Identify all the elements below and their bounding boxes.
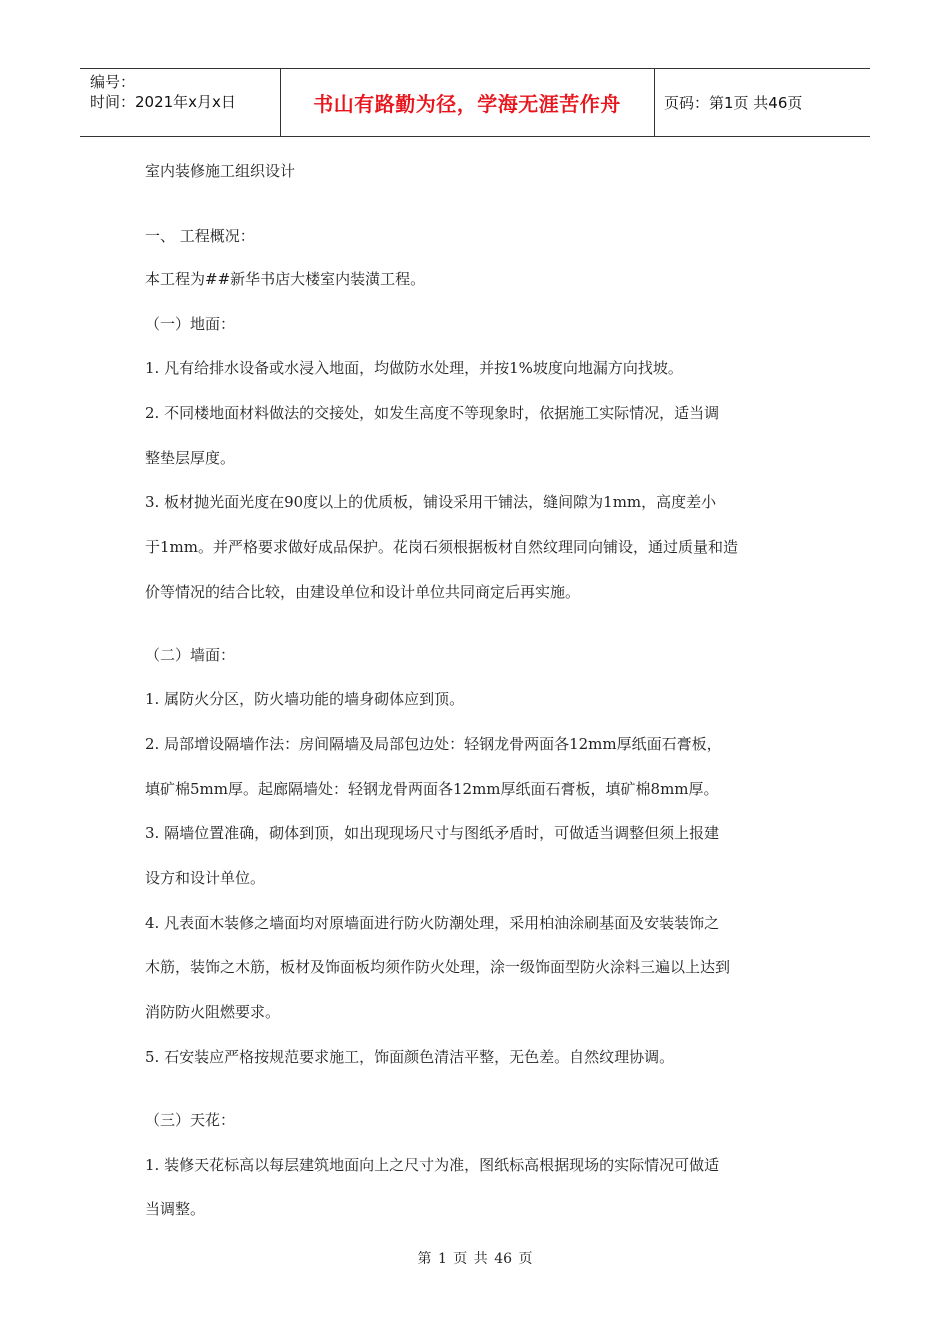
paragraph-line: 5. 石安装应严格按规范要求施工，饰面颜色清洁平整，无色差。自然纹理协调。 bbox=[145, 1048, 675, 1066]
paragraph-line: 于1mm。并严格要求做好成品保护。花岗石须根据板材自然纹理同向铺设，通过质量和造 bbox=[145, 538, 738, 556]
document-title: 室内装修施工组织设计 bbox=[145, 162, 296, 180]
paragraph-line: 1. 属防火分区，防火墙功能的墙身砌体应到顶。 bbox=[145, 690, 465, 708]
paragraph-line: 填矿棉5mm厚。起廊隔墙处：轻钢龙骨两面各12mm厚纸面石膏板，填矿棉8mm厚。 bbox=[145, 780, 719, 798]
paragraph-line: 木筋，装饰之木筋，板材及饰面板均须作防火处理，涂一级饰面型防火涂料三遍以上达到 bbox=[145, 958, 731, 976]
paragraph-line: 本工程为##新华书店大楼室内装潢工程。 bbox=[145, 270, 426, 288]
paragraph-line: 3. 隔墙位置准确，砌体到顶，如出现现场尺寸与图纸矛盾时，可做适当调整但须上报建 bbox=[145, 824, 720, 842]
slogan: 书山有路勤为径，学海无涯苦作舟 bbox=[313, 92, 621, 116]
header-slogan-cell bbox=[280, 69, 654, 136]
page-footer: 第 1 页 共 46 页 bbox=[417, 1251, 533, 1267]
paragraph-line: 整垫层厚度。 bbox=[145, 449, 236, 467]
paragraph-line: 1. 装修天花标高以每层建筑地面向上之尺寸为准，图纸标高根据现场的实际情况可做适 bbox=[145, 1156, 720, 1174]
paragraph-line: 4. 凡表面木装修之墙面均对原墙面进行防火防潮处理，采用柏油涂刷基面及安装装饰之 bbox=[145, 914, 720, 932]
header-meta bbox=[80, 69, 280, 136]
paragraph-line: 2. 局部增设隔墙作法：房间隔墙及局部包边处：轻钢龙骨两面各12mm厚纸面石膏板， bbox=[145, 735, 722, 753]
code-label: 编号： bbox=[90, 73, 136, 91]
time-label: 时间：2021年x月x日 bbox=[90, 93, 236, 111]
header-page-cell bbox=[654, 69, 870, 136]
subsection-heading: （三）天花： bbox=[145, 1111, 236, 1129]
subsection-heading: （一）地面： bbox=[145, 315, 236, 333]
section-heading: 一、 工程概况： bbox=[145, 227, 255, 245]
paragraph-line: 1. 凡有给排水设备或水浸入地面，均做防水处理，并按1%坡度向地漏方向找坡。 bbox=[145, 359, 683, 377]
paragraph-line: 当调整。 bbox=[145, 1200, 206, 1218]
paragraph-line: 2. 不同楼地面材料做法的交接处，如发生高度不等现象时，依据施工实际情况，适当调 bbox=[145, 404, 720, 422]
paragraph-line: 设方和设计单位。 bbox=[145, 869, 266, 887]
paragraph-line: 消防防火阻燃要求。 bbox=[145, 1003, 281, 1021]
page-info: 页码：第1页 共46页 bbox=[664, 94, 803, 112]
subsection-heading: （二）墙面： bbox=[145, 646, 236, 664]
paragraph-line: 3. 板材抛光面光度在90度以上的优质板，铺设采用干铺法，缝间隙为1mm，高度差小 bbox=[145, 493, 717, 511]
page-header bbox=[80, 68, 870, 137]
paragraph-line: 价等情况的结合比较，由建设单位和设计单位共同商定后再实施。 bbox=[145, 583, 581, 601]
